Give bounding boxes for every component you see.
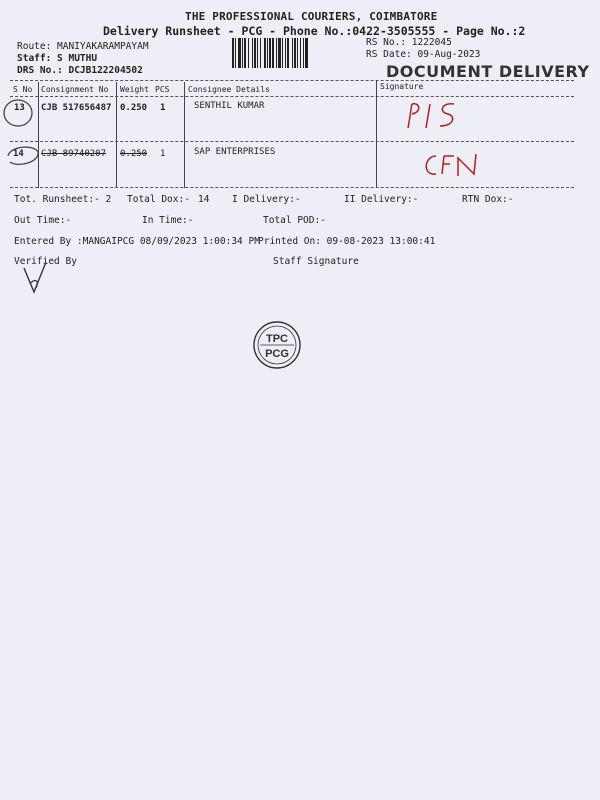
col-divider	[184, 82, 185, 188]
row-consignment-no: CJB 89740207	[41, 149, 107, 159]
circle-mark-row-13	[2, 96, 36, 130]
drs-number: DRS No.: DCJB122204502	[17, 65, 143, 76]
header-bottom-rule	[10, 96, 574, 97]
runsheet-title: Delivery Runsheet - PCG - Phone No.:0422-3505555 - Page No.:2	[103, 24, 526, 38]
total-pod: Total POD:-	[263, 215, 326, 226]
col-header-consignment: Consignment No	[41, 85, 109, 94]
tpc-pcg-seal	[252, 320, 302, 370]
barcode-image	[232, 38, 360, 68]
entered-by: Entered By :MANGAIPCG 08/09/2023 1:00:34 PM	[14, 236, 260, 247]
company-name: THE PROFESSIONAL COURIERS, COIMBATORE	[185, 10, 438, 23]
row-sno: 14	[13, 149, 24, 159]
staff-label: Staff: S MUTHU	[17, 53, 98, 64]
staff-signature-label: Staff Signature	[273, 256, 359, 267]
printed-on: Printed On: 09-08-2023 13:00:41	[258, 236, 436, 247]
row-sno: 13	[14, 103, 25, 113]
document-delivery-stamp: DOCUMENT DELIVERY	[386, 62, 590, 81]
seal-line-1: TPC	[266, 333, 288, 345]
verified-mark	[20, 260, 52, 296]
row-consignment-no: CJB 517656487	[41, 103, 112, 113]
in-time: In Time:-	[142, 215, 194, 226]
i-delivery: I Delivery:-	[232, 194, 301, 205]
col-divider	[116, 82, 117, 188]
total-dox-value: 14	[198, 194, 210, 205]
rs-number: RS No.: 1222045	[366, 37, 452, 48]
col-header-signature: Signature	[380, 82, 424, 91]
table-top-rule	[10, 80, 574, 81]
row-weight: 0.250	[120, 103, 148, 113]
col-divider	[38, 82, 39, 188]
row-consignee: SENTHIL KUMAR	[194, 101, 265, 111]
rtn-dox: RTN Dox:-	[462, 194, 514, 205]
col-header-consignee: Consignee Details	[188, 85, 270, 94]
signature-row-14	[418, 148, 488, 182]
row-pcs: 1	[160, 149, 166, 159]
tot-runsheet: Tot. Runsheet:- 2	[14, 194, 112, 205]
signature-row-13	[402, 98, 462, 134]
verified-by: Verified By	[14, 256, 77, 267]
col-header-sno: S No	[13, 85, 33, 94]
col-divider	[376, 80, 377, 188]
col-header-weight: Weight	[120, 85, 149, 94]
route-label: Route: MANIYAKARAMPAYAM	[17, 41, 149, 52]
total-dox-label: Total Dox:-	[127, 194, 190, 205]
col-header-pcs: PCS	[155, 85, 170, 94]
table-bottom-rule	[10, 187, 574, 188]
seal-line-2: PCG	[265, 348, 289, 360]
row-consignee: SAP ENTERPRISES	[194, 147, 276, 157]
out-time: Out Time:-	[14, 215, 72, 226]
circle-mark-row-14	[4, 142, 42, 170]
rs-date: RS Date: 09-Aug-2023	[366, 49, 481, 60]
row-pcs: 1	[160, 103, 166, 113]
row-divider	[10, 141, 574, 142]
ii-delivery: II Delivery:-	[344, 194, 419, 205]
row-weight: 0.250	[120, 149, 148, 159]
